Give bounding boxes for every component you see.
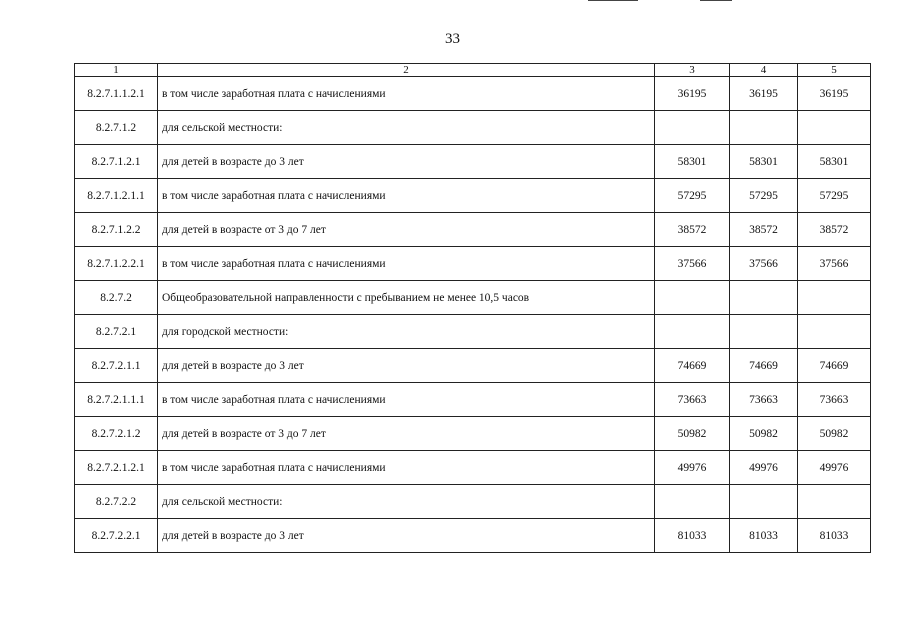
row-value-col5-cell: 36195 <box>798 77 871 111</box>
row-value-col4-cell: 58301 <box>730 145 798 179</box>
column-header-2: 2 <box>158 64 655 77</box>
row-value-col5-cell <box>798 315 871 349</box>
row-value-col3-cell: 73663 <box>655 383 730 417</box>
row-value-col4-cell <box>730 281 798 315</box>
row-value-col4-cell: 57295 <box>730 179 798 213</box>
row-code-cell: 8.2.7.2.2 <box>75 485 158 519</box>
row-code-cell: 8.2.7.2.2.1 <box>75 519 158 553</box>
row-value-col5-cell: 81033 <box>798 519 871 553</box>
scan-mark <box>588 0 638 1</box>
row-description-cell: для детей в возрасте от 3 до 7 лет <box>158 417 655 451</box>
row-value-col3-cell: 36195 <box>655 77 730 111</box>
row-code-cell: 8.2.7.2.1.2.1 <box>75 451 158 485</box>
row-description-cell: Общеобразовательной направленности с пребыванием не менее 10,5 часов <box>158 281 655 315</box>
row-value-col5-cell: 49976 <box>798 451 871 485</box>
table-row <box>75 349 871 383</box>
row-value-col3-cell: 37566 <box>655 247 730 281</box>
row-value-col5-cell: 37566 <box>798 247 871 281</box>
row-value-col3-cell: 57295 <box>655 179 730 213</box>
scan-edge-marks <box>0 0 905 3</box>
page-number: 33 <box>445 31 460 47</box>
table-row <box>75 315 871 349</box>
column-header-1: 1 <box>75 64 158 77</box>
row-code-cell: 8.2.7.1.2.2 <box>75 213 158 247</box>
row-code-cell: 8.2.7.2.1.2 <box>75 417 158 451</box>
row-value-col3-cell <box>655 281 730 315</box>
row-description-cell: для городской местности: <box>158 315 655 349</box>
scan-mark <box>700 0 732 1</box>
row-value-col4-cell: 73663 <box>730 383 798 417</box>
row-description-cell: в том числе заработная плата с начислениями <box>158 383 655 417</box>
table-row <box>75 281 871 315</box>
row-code-cell: 8.2.7.1.2.1.1 <box>75 179 158 213</box>
row-value-col5-cell: 74669 <box>798 349 871 383</box>
row-value-col3-cell: 74669 <box>655 349 730 383</box>
row-code-cell: 8.2.7.2 <box>75 281 158 315</box>
row-value-col4-cell: 37566 <box>730 247 798 281</box>
row-value-col4-cell: 36195 <box>730 77 798 111</box>
row-value-col5-cell <box>798 485 871 519</box>
row-value-col3-cell <box>655 111 730 145</box>
row-description-cell: в том числе заработная плата с начислениями <box>158 247 655 281</box>
row-code-cell: 8.2.7.2.1 <box>75 315 158 349</box>
row-description-cell: для сельской местности: <box>158 111 655 145</box>
data-table <box>74 63 871 553</box>
row-value-col3-cell: 58301 <box>655 145 730 179</box>
row-value-col3-cell: 38572 <box>655 213 730 247</box>
table-header-row <box>75 64 871 77</box>
row-value-col5-cell: 50982 <box>798 417 871 451</box>
row-code-cell: 8.2.7.1.1.2.1 <box>75 77 158 111</box>
row-value-col4-cell: 74669 <box>730 349 798 383</box>
table-row <box>75 179 871 213</box>
row-value-col5-cell <box>798 281 871 315</box>
row-value-col4-cell: 81033 <box>730 519 798 553</box>
row-description-cell: в том числе заработная плата с начислениями <box>158 77 655 111</box>
row-code-cell: 8.2.7.2.1.1.1 <box>75 383 158 417</box>
row-description-cell: в том числе заработная плата с начислениями <box>158 451 655 485</box>
column-header-3: 3 <box>655 64 730 77</box>
table-row <box>75 213 871 247</box>
column-header-4: 4 <box>730 64 798 77</box>
row-value-col4-cell <box>730 485 798 519</box>
row-value-col4-cell: 38572 <box>730 213 798 247</box>
row-value-col5-cell: 38572 <box>798 213 871 247</box>
row-value-col3-cell <box>655 315 730 349</box>
row-value-col3-cell: 81033 <box>655 519 730 553</box>
row-value-col3-cell: 50982 <box>655 417 730 451</box>
table-row <box>75 451 871 485</box>
row-description-cell: для детей в возрасте до 3 лет <box>158 349 655 383</box>
row-value-col5-cell <box>798 111 871 145</box>
table-row <box>75 417 871 451</box>
table-row <box>75 383 871 417</box>
row-value-col5-cell: 57295 <box>798 179 871 213</box>
table-row <box>75 111 871 145</box>
row-value-col3-cell: 49976 <box>655 451 730 485</box>
row-description-cell: для сельской местности: <box>158 485 655 519</box>
table-row <box>75 519 871 553</box>
row-description-cell: для детей в возрасте от 3 до 7 лет <box>158 213 655 247</box>
row-description-cell: для детей в возрасте до 3 лет <box>158 145 655 179</box>
row-code-cell: 8.2.7.1.2 <box>75 111 158 145</box>
row-value-col3-cell <box>655 485 730 519</box>
row-value-col4-cell: 50982 <box>730 417 798 451</box>
table-row <box>75 77 871 111</box>
table-row <box>75 247 871 281</box>
row-value-col4-cell <box>730 111 798 145</box>
column-header-5: 5 <box>798 64 871 77</box>
row-value-col5-cell: 73663 <box>798 383 871 417</box>
row-code-cell: 8.2.7.2.1.1 <box>75 349 158 383</box>
row-value-col4-cell <box>730 315 798 349</box>
row-code-cell: 8.2.7.1.2.2.1 <box>75 247 158 281</box>
row-value-col4-cell: 49976 <box>730 451 798 485</box>
row-code-cell: 8.2.7.1.2.1 <box>75 145 158 179</box>
row-value-col5-cell: 58301 <box>798 145 871 179</box>
table-row <box>75 485 871 519</box>
row-description-cell: для детей в возрасте до 3 лет <box>158 519 655 553</box>
row-description-cell: в том числе заработная плата с начислениями <box>158 179 655 213</box>
table-row <box>75 145 871 179</box>
